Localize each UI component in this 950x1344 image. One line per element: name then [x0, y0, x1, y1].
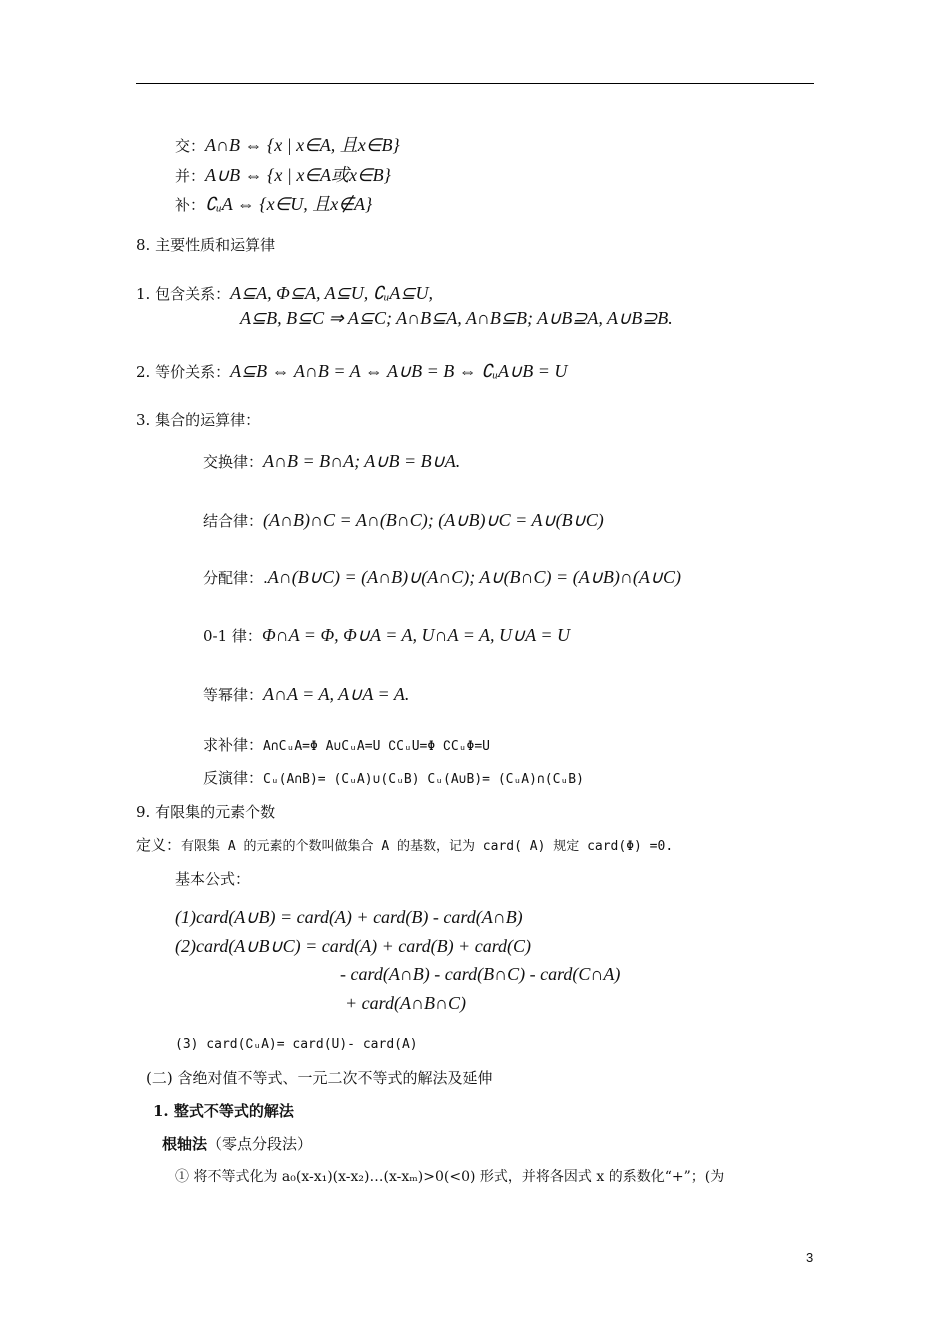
- line-distributive: 分配律：.A∩(B∪C) = (A∩B)∪(A∩C); A∪(B∩C) = (A∪B)∩(A∪C): [203, 567, 682, 587]
- header-rule: [136, 83, 814, 84]
- root-axis-heading: 根轴法（零点分段法）: [162, 1135, 313, 1153]
- formula-heading: 基本公式：: [175, 870, 251, 888]
- formula-1: (1)card(A∪B) = card(A) + card(B) - card(A∩B): [175, 907, 523, 927]
- formula-2: (2)card(A∪B∪C) = card(A) + card(B) + card(C): [175, 936, 532, 956]
- section-8-heading: 8. 主要性质和运算律: [136, 236, 276, 254]
- subsection-1-heading: 1. 整式不等式的解法: [153, 1102, 294, 1120]
- formula-3: (3) card(∁ᵤA)= card(U)- card(A): [175, 1037, 418, 1052]
- line-equivalence: 2. 等价关系：A⊆B ⇔ A∩B = A ⇔ A∪B = B ⇔ ∁ᵤA∪B = U: [136, 361, 568, 381]
- section-9-heading: 9. 有限集的元素个数: [136, 803, 276, 821]
- step-1: ① 将不等式化为 a₀(x-x₁)(x-x₂)…(x-xₘ)>0(<0) 形式，并将各因式 x 的系数化“+”；(为: [175, 1169, 725, 1185]
- line-inclusion: 1. 包含关系：A⊆A, Φ⊆A, A⊆U, ∁ᵤA⊆U,: [136, 283, 433, 303]
- section-laws-heading: 3. 集合的运算律：: [136, 411, 261, 429]
- line-complement-law: 求补律：A∩CᵤA=Φ A∪CᵤA=U ∁CᵤU=Φ ∁CᵤΦ=U: [203, 736, 490, 754]
- line-inclusion-2: A⊆B, B⊆C ⇒ A⊆C; A∩B⊆A, A∩B⊆B; A∪B⊇A, A∪B⊇B.: [240, 308, 673, 328]
- line-union: 并：A∪B ⇔ {x | x∈A或x∈B}: [175, 165, 391, 185]
- line-idempotent: 等幂律：A∩A = A, A∪A = A.: [203, 684, 410, 704]
- line-complement: 补：∁ᵤA ⇔ {x∈U, 且x∉A}: [175, 194, 373, 214]
- line-intersection: 交：A∩B ⇔ {x | x∈A, 且x∈B}: [175, 135, 400, 155]
- page-number: 3: [806, 1250, 814, 1265]
- formula-2c: + card(A∩B∩C): [345, 993, 466, 1013]
- line-definition: 定义：有限集 A 的元素的个数叫做集合 A 的基数，记为 card( A) 规定 card(Φ) =0.: [136, 836, 674, 854]
- line-demorgan: 反演律：Cᵤ(A∩B)= (CᵤA)∪(CᵤB) Cᵤ(A∪B)= (CᵤA)∩(CᵤB): [203, 769, 584, 787]
- line-associative: 结合律：(A∩B)∩C = A∩(B∩C); (A∪B)∪C = A∪(B∪C): [203, 510, 604, 530]
- line-zero-one: 0-1 律：Φ∩A = Φ, Φ∪A = A, U∩A = A, U∪A = U: [203, 625, 570, 645]
- formula-2b: - card(A∩B) - card(B∩C) - card(C∩A): [340, 964, 621, 984]
- part-2-heading: (二) 含绝对值不等式、一元二次不等式的解法及延伸: [146, 1069, 493, 1087]
- line-commutative: 交换律：A∩B = B∩A; A∪B = B∪A.: [203, 451, 461, 471]
